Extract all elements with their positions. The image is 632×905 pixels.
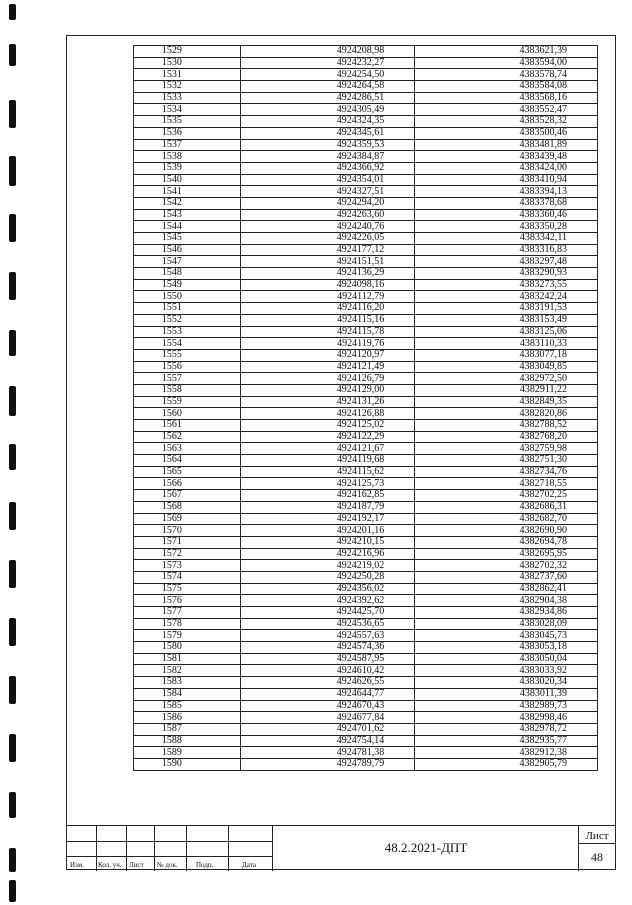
table-row xyxy=(134,548,598,560)
table-row xyxy=(134,583,598,595)
point-number: 1547 xyxy=(134,256,241,268)
point-number: 1589 xyxy=(134,747,241,759)
point-number: 1552 xyxy=(134,314,241,326)
y-coordinate: 4382935,77 xyxy=(415,735,598,747)
point-number: 1574 xyxy=(134,571,241,583)
table-row xyxy=(134,630,598,642)
x-coordinate: 4924232,27 xyxy=(240,57,415,69)
point-number: 1538 xyxy=(134,151,241,163)
point-number: 1590 xyxy=(134,758,241,770)
y-coordinate: 4383297,48 xyxy=(415,256,598,268)
y-coordinate: 4383125,06 xyxy=(415,326,598,338)
x-coordinate: 4924115,78 xyxy=(240,326,415,338)
x-coordinate: 4924121,49 xyxy=(240,361,415,373)
stamp-caption-list: Лист xyxy=(129,861,144,869)
table-row xyxy=(134,151,598,163)
y-coordinate: 4383481,89 xyxy=(415,139,598,151)
y-coordinate: 4382862,41 xyxy=(415,583,598,595)
x-coordinate: 4924425,70 xyxy=(240,607,415,619)
x-coordinate: 4924366,92 xyxy=(240,162,415,174)
table-row xyxy=(134,688,598,700)
point-number: 1587 xyxy=(134,723,241,735)
x-coordinate: 4924384,87 xyxy=(240,151,415,163)
table-row xyxy=(134,607,598,619)
x-coordinate: 4924356,02 xyxy=(240,583,415,595)
x-coordinate: 4924115,16 xyxy=(240,314,415,326)
table-row xyxy=(134,735,598,747)
point-number: 1572 xyxy=(134,548,241,560)
x-coordinate: 4924327,51 xyxy=(240,186,415,198)
table-row xyxy=(134,326,598,338)
point-number: 1569 xyxy=(134,513,241,525)
x-coordinate: 4924126,88 xyxy=(240,408,415,420)
table-row xyxy=(134,618,598,630)
x-coordinate: 4924121,67 xyxy=(240,443,415,455)
x-coordinate: 4924263,60 xyxy=(240,209,415,221)
point-number: 1559 xyxy=(134,396,241,408)
point-number: 1531 xyxy=(134,69,241,81)
y-coordinate: 4382686,31 xyxy=(415,501,598,513)
table-row xyxy=(134,595,598,607)
table-row xyxy=(134,209,598,221)
point-number: 1563 xyxy=(134,443,241,455)
x-coordinate: 4924201,16 xyxy=(240,525,415,537)
y-coordinate: 4383053,18 xyxy=(415,642,598,654)
point-number: 1546 xyxy=(134,244,241,256)
table-row xyxy=(134,139,598,151)
x-coordinate: 4924305,49 xyxy=(240,104,415,116)
point-number: 1554 xyxy=(134,338,241,350)
point-number: 1540 xyxy=(134,174,241,186)
y-coordinate: 4383528,32 xyxy=(415,116,598,128)
point-number: 1536 xyxy=(134,127,241,139)
point-number: 1539 xyxy=(134,162,241,174)
point-number: 1585 xyxy=(134,700,241,712)
table-row xyxy=(134,69,598,81)
y-coordinate: 4383316,83 xyxy=(415,244,598,256)
point-number: 1532 xyxy=(134,81,241,93)
y-coordinate: 4382702,25 xyxy=(415,490,598,502)
table-row xyxy=(134,501,598,513)
table-row xyxy=(134,758,598,770)
point-number: 1576 xyxy=(134,595,241,607)
y-coordinate: 4382912,38 xyxy=(415,747,598,759)
table-row xyxy=(134,303,598,315)
x-coordinate: 4924574,36 xyxy=(240,642,415,654)
y-coordinate: 4382737,60 xyxy=(415,571,598,583)
table-row xyxy=(134,174,598,186)
y-coordinate: 4382768,20 xyxy=(415,431,598,443)
table-row xyxy=(134,291,598,303)
y-coordinate: 4382989,73 xyxy=(415,700,598,712)
point-number: 1570 xyxy=(134,525,241,537)
y-coordinate: 4383050,04 xyxy=(415,653,598,665)
table-row xyxy=(134,443,598,455)
y-coordinate: 4382690,90 xyxy=(415,525,598,537)
y-coordinate: 4383110,33 xyxy=(415,338,598,350)
x-coordinate: 4924112,79 xyxy=(240,291,415,303)
table-row xyxy=(134,408,598,420)
document-code: 48.2.2021-ДПТ xyxy=(384,840,468,855)
y-coordinate: 4382820,86 xyxy=(415,408,598,420)
sheet-number: 48 xyxy=(591,850,603,864)
x-coordinate: 4924136,29 xyxy=(240,268,415,280)
table-row xyxy=(134,455,598,467)
x-coordinate: 4924557,63 xyxy=(240,630,415,642)
point-number: 1573 xyxy=(134,560,241,572)
y-coordinate: 4382904,38 xyxy=(415,595,598,607)
y-coordinate: 4382718,55 xyxy=(415,478,598,490)
x-coordinate: 4924119,68 xyxy=(240,455,415,467)
table-row xyxy=(134,373,598,385)
x-coordinate: 4924126,79 xyxy=(240,373,415,385)
x-coordinate: 4924119,76 xyxy=(240,338,415,350)
x-coordinate: 4924208,98 xyxy=(240,46,415,58)
x-coordinate: 4924129,00 xyxy=(240,384,415,396)
table-row xyxy=(134,513,598,525)
table-row xyxy=(134,268,598,280)
point-number: 1566 xyxy=(134,478,241,490)
point-number: 1545 xyxy=(134,233,241,245)
y-coordinate: 4382788,52 xyxy=(415,420,598,432)
table-row xyxy=(134,665,598,677)
point-number: 1558 xyxy=(134,384,241,396)
x-coordinate: 4924162,85 xyxy=(240,490,415,502)
point-number: 1579 xyxy=(134,630,241,642)
point-number: 1562 xyxy=(134,431,241,443)
y-coordinate: 4383273,55 xyxy=(415,279,598,291)
table-row xyxy=(134,162,598,174)
y-coordinate: 4382751,30 xyxy=(415,455,598,467)
y-coordinate: 4383342,11 xyxy=(415,233,598,245)
y-coordinate: 4382911,22 xyxy=(415,384,598,396)
x-coordinate: 4924701,62 xyxy=(240,723,415,735)
y-coordinate: 4383410,94 xyxy=(415,174,598,186)
y-coordinate: 4383350,28 xyxy=(415,221,598,233)
y-coordinate: 4383394,13 xyxy=(415,186,598,198)
table-row xyxy=(134,57,598,69)
x-coordinate: 4924122,29 xyxy=(240,431,415,443)
stamp-caption-kol: Кол. уч. xyxy=(98,861,122,869)
point-number: 1553 xyxy=(134,326,241,338)
table-row xyxy=(134,349,598,361)
point-number: 1571 xyxy=(134,536,241,548)
y-coordinate: 4383621,39 xyxy=(415,46,598,58)
table-row xyxy=(134,466,598,478)
point-number: 1582 xyxy=(134,665,241,677)
point-number: 1530 xyxy=(134,57,241,69)
x-coordinate: 4924131,26 xyxy=(240,396,415,408)
table-row xyxy=(134,431,598,443)
point-number: 1555 xyxy=(134,349,241,361)
table-row xyxy=(134,256,598,268)
y-coordinate: 4382972,50 xyxy=(415,373,598,385)
table-row xyxy=(134,361,598,373)
table-row xyxy=(134,384,598,396)
y-coordinate: 4382695,95 xyxy=(415,548,598,560)
y-coordinate: 4383578,74 xyxy=(415,69,598,81)
x-coordinate: 4924781,38 xyxy=(240,747,415,759)
table-row xyxy=(134,396,598,408)
table-row xyxy=(134,723,598,735)
point-number: 1567 xyxy=(134,490,241,502)
y-coordinate: 4382759,98 xyxy=(415,443,598,455)
table-row xyxy=(134,642,598,654)
y-coordinate: 4383424,00 xyxy=(415,162,598,174)
point-number: 1575 xyxy=(134,583,241,595)
point-number: 1588 xyxy=(134,735,241,747)
table-row xyxy=(134,338,598,350)
x-coordinate: 4924120,97 xyxy=(240,349,415,361)
table-row xyxy=(134,221,598,233)
stamp-caption-podp: Подп. xyxy=(196,861,214,869)
x-coordinate: 4924219,02 xyxy=(240,560,415,572)
table-row xyxy=(134,677,598,689)
y-coordinate: 4383242,24 xyxy=(415,291,598,303)
sheet-label: Лист xyxy=(585,830,609,842)
x-coordinate: 4924392,62 xyxy=(240,595,415,607)
table-row xyxy=(134,560,598,572)
x-coordinate: 4924536,65 xyxy=(240,618,415,630)
x-coordinate: 4924187,79 xyxy=(240,501,415,513)
x-coordinate: 4924098,16 xyxy=(240,279,415,291)
table-row xyxy=(134,46,598,58)
y-coordinate: 4383568,16 xyxy=(415,92,598,104)
x-coordinate: 4924216,96 xyxy=(240,548,415,560)
x-coordinate: 4924254,50 xyxy=(240,69,415,81)
y-coordinate: 4383191,53 xyxy=(415,303,598,315)
y-coordinate: 4382998,46 xyxy=(415,712,598,724)
table-row xyxy=(134,244,598,256)
table-row xyxy=(134,314,598,326)
point-number: 1561 xyxy=(134,420,241,432)
point-number: 1534 xyxy=(134,104,241,116)
point-number: 1583 xyxy=(134,677,241,689)
y-coordinate: 4382734,76 xyxy=(415,466,598,478)
table-row xyxy=(134,197,598,209)
y-coordinate: 4382849,35 xyxy=(415,396,598,408)
point-number: 1537 xyxy=(134,139,241,151)
table-row xyxy=(134,747,598,759)
table-row xyxy=(134,279,598,291)
coordinates-table xyxy=(133,45,598,771)
point-number: 1584 xyxy=(134,688,241,700)
point-number: 1551 xyxy=(134,303,241,315)
x-coordinate: 4924670,43 xyxy=(240,700,415,712)
table-row xyxy=(134,420,598,432)
point-number: 1568 xyxy=(134,501,241,513)
x-coordinate: 4924294,20 xyxy=(240,197,415,209)
point-number: 1556 xyxy=(134,361,241,373)
table-row xyxy=(134,536,598,548)
point-number: 1529 xyxy=(134,46,241,58)
x-coordinate: 4924192,17 xyxy=(240,513,415,525)
table-row xyxy=(134,571,598,583)
x-coordinate: 4924264,58 xyxy=(240,81,415,93)
table-row xyxy=(134,700,598,712)
point-number: 1577 xyxy=(134,607,241,619)
x-coordinate: 4924754,14 xyxy=(240,735,415,747)
point-number: 1557 xyxy=(134,373,241,385)
x-coordinate: 4924354,01 xyxy=(240,174,415,186)
point-number: 1578 xyxy=(134,618,241,630)
table-row xyxy=(134,490,598,502)
point-number: 1564 xyxy=(134,455,241,467)
stamp-caption-doc: № док. xyxy=(157,861,178,869)
table-row xyxy=(134,104,598,116)
x-coordinate: 4924610,42 xyxy=(240,665,415,677)
y-coordinate: 4383290,93 xyxy=(415,268,598,280)
x-coordinate: 4924240,76 xyxy=(240,221,415,233)
y-coordinate: 4383584,08 xyxy=(415,81,598,93)
x-coordinate: 4924359,53 xyxy=(240,139,415,151)
y-coordinate: 4383011,39 xyxy=(415,688,598,700)
point-number: 1533 xyxy=(134,92,241,104)
table-row xyxy=(134,525,598,537)
table-row xyxy=(134,653,598,665)
point-number: 1542 xyxy=(134,197,241,209)
table-row xyxy=(134,127,598,139)
x-coordinate: 4924177,12 xyxy=(240,244,415,256)
table-row xyxy=(134,92,598,104)
x-coordinate: 4924250,28 xyxy=(240,571,415,583)
x-coordinate: 4924210,15 xyxy=(240,536,415,548)
binding-holes xyxy=(6,0,20,905)
x-coordinate: 4924125,02 xyxy=(240,420,415,432)
y-coordinate: 4383077,18 xyxy=(415,349,598,361)
x-coordinate: 4924587,95 xyxy=(240,653,415,665)
y-coordinate: 4382702,32 xyxy=(415,560,598,572)
x-coordinate: 4924626,55 xyxy=(240,677,415,689)
table-row xyxy=(134,233,598,245)
y-coordinate: 4383033,92 xyxy=(415,665,598,677)
point-number: 1535 xyxy=(134,116,241,128)
y-coordinate: 4383594,00 xyxy=(415,57,598,69)
x-coordinate: 4924324,35 xyxy=(240,116,415,128)
x-coordinate: 4924125,73 xyxy=(240,478,415,490)
stamp-caption-data: Дата xyxy=(242,861,256,869)
x-coordinate: 4924644,77 xyxy=(240,688,415,700)
y-coordinate: 4383552,47 xyxy=(415,104,598,116)
point-number: 1565 xyxy=(134,466,241,478)
point-number: 1544 xyxy=(134,221,241,233)
point-number: 1543 xyxy=(134,209,241,221)
point-number: 1541 xyxy=(134,186,241,198)
y-coordinate: 4383028,09 xyxy=(415,618,598,630)
x-coordinate: 4924677,84 xyxy=(240,712,415,724)
y-coordinate: 4383439,48 xyxy=(415,151,598,163)
x-coordinate: 4924789,79 xyxy=(240,758,415,770)
point-number: 1550 xyxy=(134,291,241,303)
point-number: 1581 xyxy=(134,653,241,665)
y-coordinate: 4383153,49 xyxy=(415,314,598,326)
x-coordinate: 4924286,51 xyxy=(240,92,415,104)
x-coordinate: 4924151,51 xyxy=(240,256,415,268)
table-row xyxy=(134,712,598,724)
title-block xyxy=(66,825,616,871)
y-coordinate: 4382694,78 xyxy=(415,536,598,548)
y-coordinate: 4383020,34 xyxy=(415,677,598,689)
y-coordinate: 4383360,46 xyxy=(415,209,598,221)
x-coordinate: 4924226,05 xyxy=(240,233,415,245)
point-number: 1586 xyxy=(134,712,241,724)
y-coordinate: 4383049,85 xyxy=(415,361,598,373)
x-coordinate: 4924345,61 xyxy=(240,127,415,139)
y-coordinate: 4383378,68 xyxy=(415,197,598,209)
table-row xyxy=(134,186,598,198)
table-row xyxy=(134,116,598,128)
stamp-caption-izm: Изм. xyxy=(70,861,84,869)
table-row xyxy=(134,478,598,490)
x-coordinate: 4924115,62 xyxy=(240,466,415,478)
point-number: 1560 xyxy=(134,408,241,420)
point-number: 1549 xyxy=(134,279,241,291)
y-coordinate: 4382682,70 xyxy=(415,513,598,525)
y-coordinate: 4382905,79 xyxy=(415,758,598,770)
y-coordinate: 4383500,46 xyxy=(415,127,598,139)
x-coordinate: 4924116,20 xyxy=(240,303,415,315)
point-number: 1548 xyxy=(134,268,241,280)
y-coordinate: 4382934,86 xyxy=(415,607,598,619)
table-row xyxy=(134,81,598,93)
y-coordinate: 4383045,73 xyxy=(415,630,598,642)
y-coordinate: 4382978,72 xyxy=(415,723,598,735)
point-number: 1580 xyxy=(134,642,241,654)
